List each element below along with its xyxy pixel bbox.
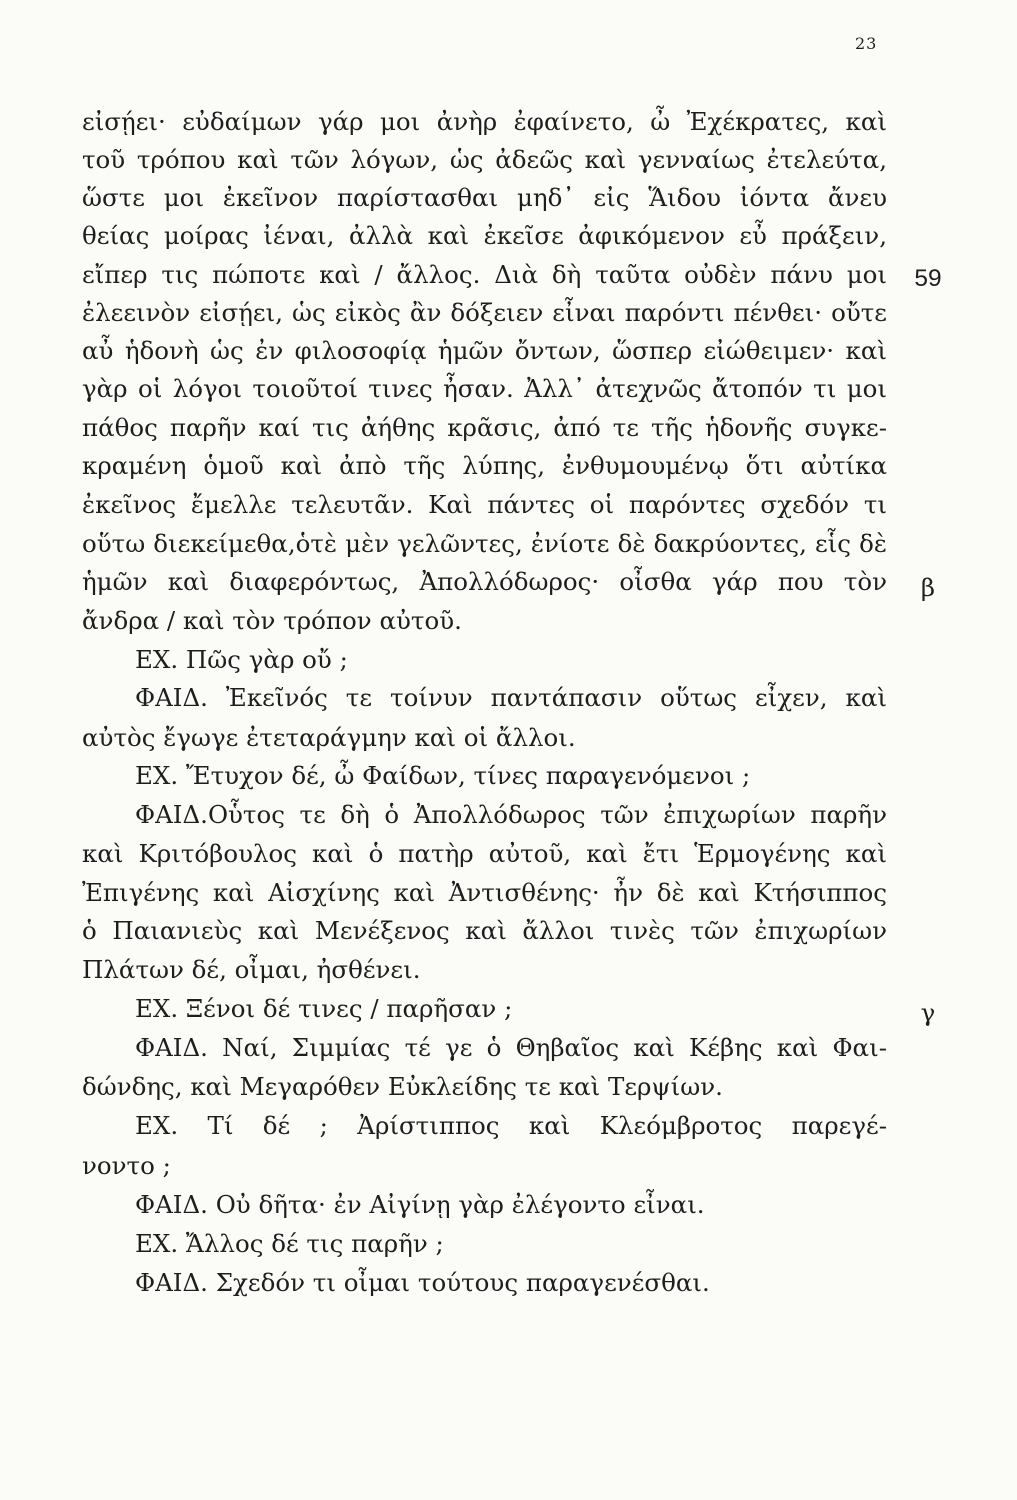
text-line: γὰρ οἱ λόγοι τοιοῦτοί τινες ἦσαν. Ἀλλ᾽ ἀτεχνῶς ἄτοπόν τι μοι <box>82 374 887 403</box>
text-line: θείας μοίρας ἰέναι, ἀλλὰ καὶ ἐκεῖσε ἀφικόμενον εὖ πράξειν, <box>82 221 887 250</box>
text-line: Πλάτων δέ, οἶμαι, ἠσθένει. <box>82 955 421 984</box>
text-line: πάθος παρῆν καί τις ἀήθης κρᾶσις, ἀπό τε τῆς ἡδονῆς συγκε- <box>82 413 887 442</box>
speaker-line: ΕΧ. Πῶς γὰρ οὔ ; <box>135 645 348 674</box>
speaker-line: ΦΑΙΔ. Ναί, Σιμμίας τέ γε ὁ Θηβαῖος καὶ Κέβης καὶ Φαι- <box>135 1033 887 1062</box>
text-line: ἄνδρα / καὶ τὸν τρόπον αὐτοῦ. <box>82 606 462 635</box>
text-line: ἐλεεινὸν εἰσῄει, ὡς εἰκὸς ἂν δόξειεν εἶναι παρόντι πένθει· οὔτε <box>82 298 887 327</box>
text-line: δώνδης, καὶ Μεγαρόθεν Εὐκλείδης τε καὶ Τερψίων. <box>82 1072 723 1101</box>
text-line: κραμένη ὁμοῦ καὶ ἀπὸ τῆς λύπης, ἐνθυμουμένῳ ὅτι αὐτίκα <box>82 451 887 480</box>
speaker-line: ΦΑΙΔ. Σχεδόν τι οἶμαι τούτους παραγενέσθαι. <box>135 1268 710 1297</box>
text-line: Ἐπιγένης καὶ Αἰσχίνης καὶ Ἀντισθένης· ἦν δὲ καὶ Κτήσιππος <box>82 878 887 907</box>
text-line: ὁ Παιανιεὺς καὶ Μενέξενος καὶ ἄλλοι τινὲς τῶν ἐπιχωρίων <box>82 916 887 945</box>
speaker-line: ΕΧ. Ἔτυχον δέ, ὦ Φαίδων, τίνες παραγενόμενοι ; <box>135 761 751 790</box>
speaker-line: ΦΑΙΔ. Ἐκεῖνός τε τοίνυν παντάπασιν οὕτως εἶχεν, καὶ <box>135 683 887 712</box>
text-line: εἴπερ τις πώποτε καὶ / ἄλλος. Διὰ δὴ ταῦτα οὐδὲν πάνυ μοι <box>82 260 887 289</box>
speaker-line: ΕΧ. Ξένοι δέ τινες / παρῆσαν ; <box>135 994 513 1023</box>
speaker-line: ΕΧ. Ἄλλος δέ τις παρῆν ; <box>135 1229 444 1258</box>
page-number: 23 <box>855 34 878 53</box>
margin-section-letter: γ <box>920 998 936 1027</box>
speaker-line: ΦΑΙΔ.Οὗτος τε δὴ ὁ Ἀπολλόδωρος τῶν ἐπιχωρίων παρῆν <box>135 800 887 829</box>
text-line: ἐκεῖνος ἔμελλε τελευτᾶν. Καὶ πάντες οἱ παρόντες σχεδόν τι <box>82 490 887 519</box>
speaker-line: ΦΑΙΔ. Οὐ δῆτα· ἐν Αἰγίνῃ γὰρ ἐλέγοντο εἶναι. <box>135 1190 705 1219</box>
text-line: νοντο ; <box>82 1151 171 1180</box>
text-line: αὐτὸς ἔγωγε ἐτεταράγμην καὶ οἱ ἄλλοι. <box>82 723 576 752</box>
text-line: εἰσῄει· εὐδαίμων γάρ μοι ἀνὴρ ἐφαίνετο, ὦ Ἐχέκρατες, καὶ <box>82 107 887 136</box>
text-line: οὕτω διεκείμεθα,ὁτὲ μὲν γελῶντες, ἐνίοτε δὲ δακρύοντες, εἷς δὲ <box>82 529 887 558</box>
text-line: ὥστε μοι ἐκεῖνον παρίστασθαι μηδ᾽ εἰς Ἅιδου ἰόντα ἄνευ <box>82 183 887 212</box>
text-line: καὶ Κριτόβουλος καὶ ὁ πατὴρ αὐτοῦ, καὶ ἔτι Ἑρμογένης καὶ <box>82 839 887 868</box>
speaker-line: ΕΧ. Τί δέ ; Ἀρίστιππος καὶ Κλεόμβροτος παρεγέ- <box>135 1111 887 1140</box>
margin-section-letter: β <box>920 573 936 602</box>
text-line: ἡμῶν καὶ διαφερόντως, Ἀπολλόδωρος· οἶσθα γάρ που τὸν <box>82 567 887 596</box>
text-line: τοῦ τρόπου καὶ τῶν λόγων, ὡς ἀδεῶς καὶ γενναίως ἐτελεύτα, <box>82 145 887 174</box>
text-line: αὖ ἡδονὴ ὡς ἐν φιλοσοφίᾳ ἡμῶν ὄντων, ὥσπερ εἰώθειμεν· καὶ <box>82 336 887 365</box>
margin-section-number: 59 <box>914 265 942 292</box>
